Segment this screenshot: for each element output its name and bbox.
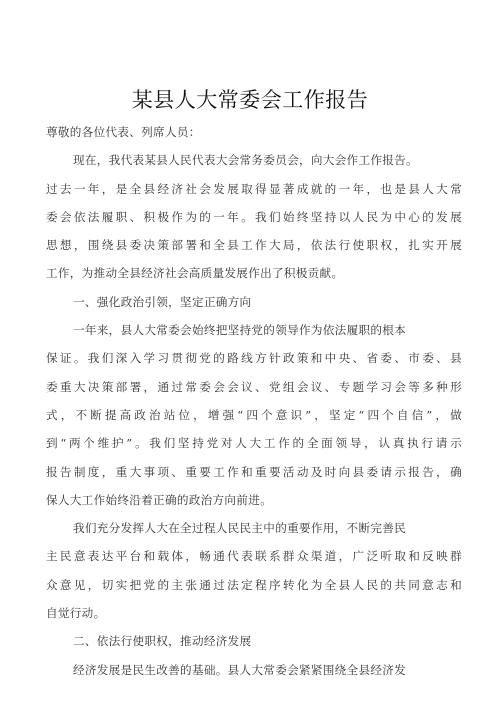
paragraph-line: 保人大工作始终沿着正确的政治方向前进。 <box>46 492 272 507</box>
document-body <box>46 118 462 684</box>
paragraph-line: 式，不断提高政治站位，增强“四个意识”，坚定“四个自信”，做 <box>46 407 462 422</box>
paragraph-line: 经济发展是民生改善的基础。县人大常委会紧紧围绕全县经济发 <box>73 662 407 677</box>
paragraph-line: 过去一年，是全县经济社会发展取得显著成就的一年，也是县人大常 <box>46 181 462 196</box>
salutation-line: 尊敬的各位代表、列席人员： <box>46 125 201 139</box>
paragraph-line: 报告制度，重大事项、重要工作和重要活动及时向县委请示报告，确 <box>46 464 462 479</box>
paragraph-line: 一年来，县人大常委会始终把坚持党的领导作为依法履职的根本 <box>73 323 407 338</box>
paragraph-line: 众意见，切实把党的主张通过法定程序转化为全县人民的共同意志和 <box>46 577 462 592</box>
paragraph-line: 主民意表达平台和载体，畅通代表联系群众渠道，广泛听取和反映群 <box>46 549 462 564</box>
section-heading: 一、强化政治引领，坚定正确方向 <box>73 294 252 309</box>
document-title: 某县人大常委会工作报告 <box>131 88 369 112</box>
paragraph-line: 思想，围绕县委决策部署和全县工作大局，依法行使职权，扎实开展 <box>46 238 462 253</box>
section-heading: 二、依法行使职权，推动经济发展 <box>73 634 252 649</box>
paragraph-line: 工作，为推动全县经济社会高质量发展作出了积极贡献。 <box>46 266 344 281</box>
paragraph-line: 自觉行动。 <box>46 606 106 621</box>
paragraph-line: 现在，我代表某县人民代表大会常务委员会，向大会作工作报告。 <box>73 153 418 168</box>
paragraph-line: 委会依法履职、积极作为的一年。我们始终坚持以人民为中心的发展 <box>46 209 462 224</box>
paragraph-line: 我们充分发挥人大在全过程人民民主中的重要作用，不断完善民 <box>73 521 407 536</box>
paragraph-line: 保证。我们深入学习贯彻党的路线方针政策和中央、省委、市委、县 <box>46 351 462 366</box>
paragraph-line: 到“两个维护”。我们坚持党对人大工作的全面领导，认真执行请示 <box>46 436 462 451</box>
paragraph-line: 委重大决策部署，通过常委会会议、党组会议、专题学习会等多种形 <box>46 379 462 394</box>
